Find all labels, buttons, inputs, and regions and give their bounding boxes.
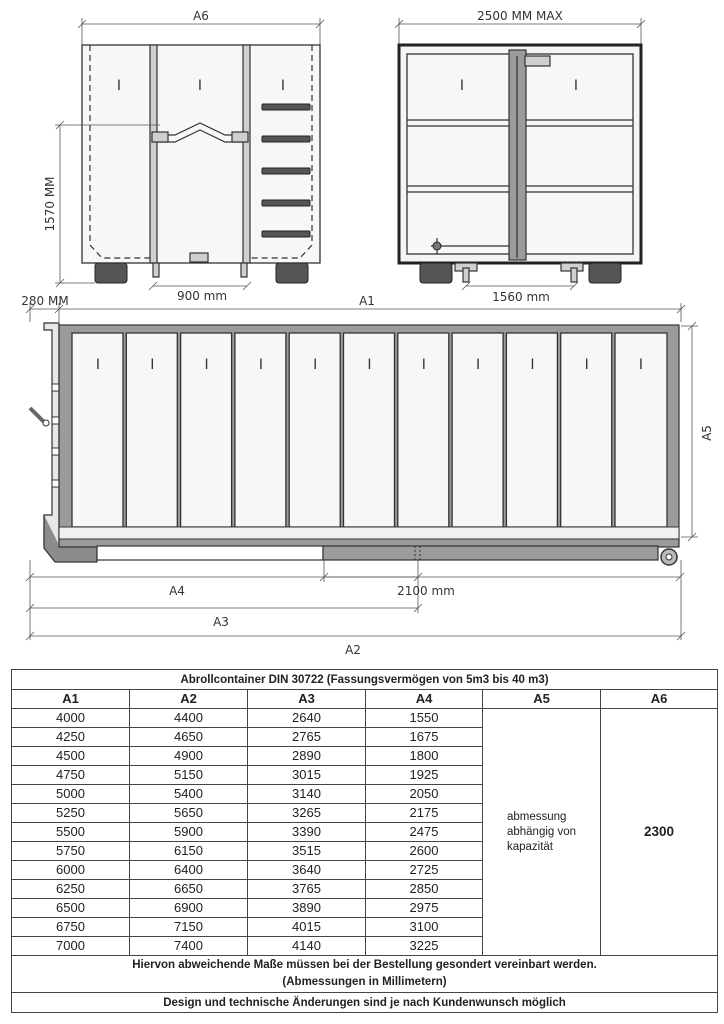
table-cell: 4250 bbox=[12, 728, 130, 747]
table-cell: 3890 bbox=[248, 899, 366, 918]
end-view bbox=[395, 9, 645, 304]
table-cell: 3765 bbox=[248, 880, 366, 899]
dimension-table bbox=[11, 669, 718, 1013]
table-cell: 6650 bbox=[130, 880, 248, 899]
panel-mark: I bbox=[367, 357, 372, 373]
table-footer: Design und technische Änderungen sind je nach Kundenwunsch möglich bbox=[12, 993, 718, 1013]
table-cell: 2765 bbox=[248, 728, 366, 747]
table-cell: 5750 bbox=[12, 842, 130, 861]
panel-mark: I bbox=[638, 357, 644, 373]
table-cell: 4000 bbox=[12, 709, 130, 728]
table-cell: 7000 bbox=[12, 937, 130, 956]
front-view bbox=[43, 9, 324, 303]
dim-label-a5: A5 bbox=[700, 425, 714, 441]
table-cell: 6500 bbox=[12, 899, 130, 918]
table-cell: 2175 bbox=[366, 804, 483, 823]
note-line: Hiervon abweichende Maße müssen bei der Bestellung gesondert vereinbart werden. bbox=[132, 959, 597, 971]
table-cell: 3390 bbox=[248, 823, 366, 842]
table-cell: 6000 bbox=[12, 861, 130, 880]
table-cell: 6150 bbox=[130, 842, 248, 861]
dim-label-height: 1570 MM bbox=[43, 176, 57, 232]
dim-label-2100: 2100 mm bbox=[397, 584, 455, 598]
table-cell: 2890 bbox=[248, 747, 366, 766]
table-cell: 4140 bbox=[248, 937, 366, 956]
column-header: A3 bbox=[248, 690, 366, 709]
table-cell: 7400 bbox=[130, 937, 248, 956]
dim-label-900: 900 mm bbox=[176, 289, 228, 303]
a5-text: abmessung abhängig von kapazität bbox=[506, 810, 577, 853]
table-header-row bbox=[12, 690, 718, 709]
table-cell: 1550 bbox=[366, 709, 483, 728]
table-cell: 4750 bbox=[12, 766, 130, 785]
table-cell: 3100 bbox=[366, 918, 483, 937]
table-cell: 5250 bbox=[12, 804, 130, 823]
table-cell: 4400 bbox=[130, 709, 248, 728]
column-header: A2 bbox=[130, 690, 248, 709]
dim-label-a6: A6 bbox=[193, 9, 209, 23]
dim-label-280: 280 MM bbox=[21, 294, 69, 308]
panel-mark: I bbox=[204, 357, 209, 373]
table-title: Abrollcontainer DIN 30722 (Fassungsvermögen von 5m3 bis 40 m3) bbox=[12, 670, 718, 690]
table-cell: 3225 bbox=[366, 937, 483, 956]
roller-left bbox=[95, 263, 127, 283]
table-cell: 5500 bbox=[12, 823, 130, 842]
column-header: A1 bbox=[12, 690, 130, 709]
dim-label-1560: 1560 mm bbox=[492, 290, 550, 304]
panel-mark: I bbox=[313, 357, 318, 373]
roller-right bbox=[276, 263, 308, 283]
panel-mark: I bbox=[584, 357, 589, 373]
panel-mark: I bbox=[573, 78, 579, 94]
table-cell: 4650 bbox=[130, 728, 248, 747]
table-cell: 6750 bbox=[12, 918, 130, 937]
panel-mark: I bbox=[421, 357, 426, 373]
panel-mark: I bbox=[258, 357, 263, 373]
panel-mark: I bbox=[476, 357, 481, 373]
dim-label-2500: 2500 MM MAX bbox=[477, 9, 563, 23]
column-header: A4 bbox=[366, 690, 483, 709]
table-cell: 1675 bbox=[366, 728, 483, 747]
panel-mark: I bbox=[197, 78, 203, 94]
dim-label-a2: A2 bbox=[345, 643, 361, 657]
column-header: A6 bbox=[601, 690, 718, 709]
table-cell: 3015 bbox=[248, 766, 366, 785]
table-cell: 4900 bbox=[130, 747, 248, 766]
front-post-right bbox=[243, 45, 250, 263]
table-cell: 2850 bbox=[366, 880, 483, 899]
table-cell: 1800 bbox=[366, 747, 483, 766]
panel-mark: I bbox=[116, 78, 122, 94]
table-cell: 2475 bbox=[366, 823, 483, 842]
table-note bbox=[12, 956, 718, 993]
table-cell: 5900 bbox=[130, 823, 248, 842]
table-row bbox=[12, 709, 718, 728]
table-cell: 6400 bbox=[130, 861, 248, 880]
table-cell: 2725 bbox=[366, 861, 483, 880]
table-cell: 3515 bbox=[248, 842, 366, 861]
table-cell: 6250 bbox=[12, 880, 130, 899]
table-cell: 4500 bbox=[12, 747, 130, 766]
table-cell: 2975 bbox=[366, 899, 483, 918]
table-cell: 3140 bbox=[248, 785, 366, 804]
table-cell: 1925 bbox=[366, 766, 483, 785]
table-cell: 2600 bbox=[366, 842, 483, 861]
table-cell: 3640 bbox=[248, 861, 366, 880]
dim-label-a1: A1 bbox=[359, 294, 375, 308]
panel-mark: I bbox=[95, 357, 101, 373]
a5-cell bbox=[483, 709, 601, 956]
a6-value: 2300 bbox=[643, 824, 675, 839]
panel-mark: I bbox=[280, 78, 286, 94]
panel-mark: I bbox=[530, 357, 535, 373]
table-cell: 5000 bbox=[12, 785, 130, 804]
table-cell: 3265 bbox=[248, 804, 366, 823]
table-cell: 6900 bbox=[130, 899, 248, 918]
a6-cell bbox=[601, 709, 718, 956]
table-cell: 2640 bbox=[248, 709, 366, 728]
panel-mark: I bbox=[150, 357, 155, 373]
dim-label-a4: A4 bbox=[169, 584, 185, 598]
panel-mark: I bbox=[459, 78, 465, 94]
table-cell: 5150 bbox=[130, 766, 248, 785]
table-cell: 5650 bbox=[130, 804, 248, 823]
front-post-left bbox=[150, 45, 157, 263]
table-cell: 5400 bbox=[130, 785, 248, 804]
dim-label-a3: A3 bbox=[213, 615, 229, 629]
column-header: A5 bbox=[483, 690, 601, 709]
table-cell: 2050 bbox=[366, 785, 483, 804]
side-view bbox=[21, 294, 714, 657]
table-cell: 7150 bbox=[130, 918, 248, 937]
note-line: (Abmessungen in Millimetern) bbox=[282, 976, 447, 988]
table-cell: 4015 bbox=[248, 918, 366, 937]
side-panels bbox=[72, 333, 667, 527]
